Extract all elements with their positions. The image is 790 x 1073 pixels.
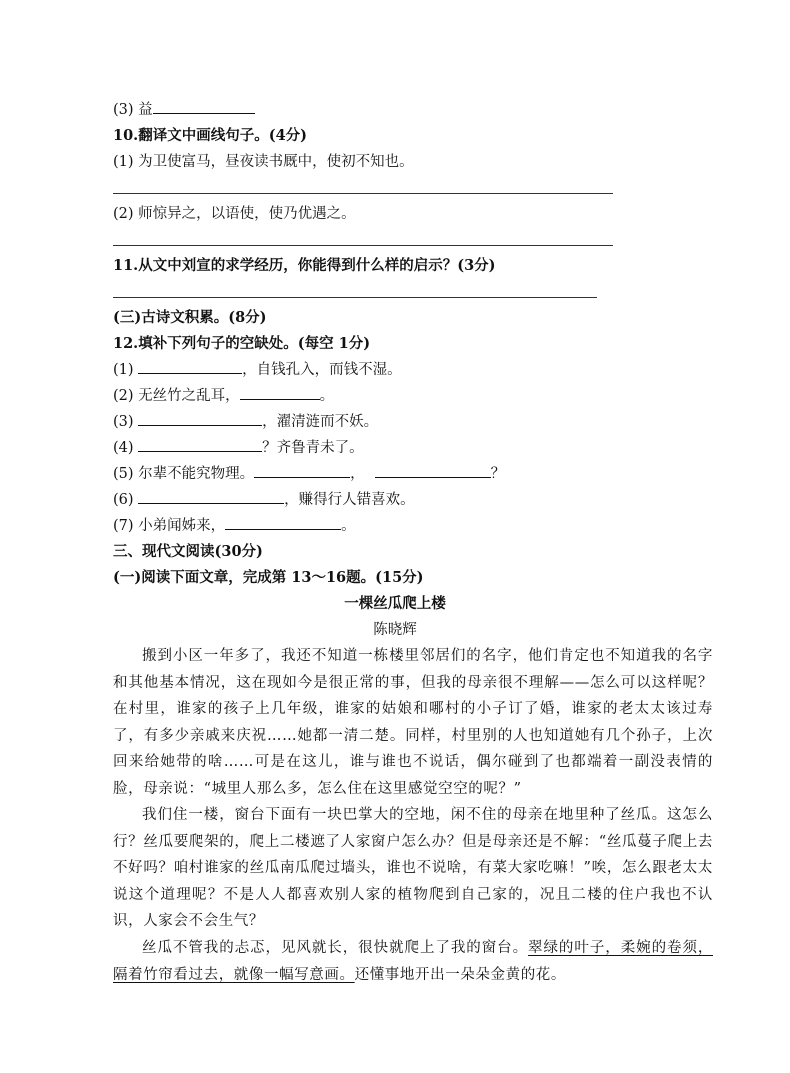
q10-sentence-2: (2) 师惊异之，以语使，使乃优遇之。 (113, 206, 356, 222)
q12-item-5-text: (5) 尔辈不能究物理。 (113, 466, 255, 482)
answer-blank[interactable] (254, 464, 350, 478)
q12-item-3 (113, 412, 378, 434)
answer-blank[interactable] (138, 490, 284, 504)
q12-item-1-number: (1) (113, 362, 139, 378)
part-3-title: 三、现代文阅读(30分) (113, 543, 263, 560)
underlined-sentence: 翠绿的叶子，柔婉的卷须，隔着竹帘看过去，就像一幅写意画。 (113, 940, 714, 983)
article-author: 陈晓辉 (373, 622, 417, 638)
q12-item-1 (113, 360, 402, 382)
q12-item-6 (113, 490, 415, 512)
q11-title: 11.从文中刘宣的求学经历，你能得到什么样的启示？(3分) (113, 257, 496, 274)
q12-item-2 (113, 386, 334, 408)
article-paragraph-1: 搬到小区一年多了，我还不知道一栋楼里邻居们的名字，他们肯定也不知道我的名字和其他基本情况，这在现如今是很正常的事，但我的母亲很不理解——怎么可以这样呢？在村里，谁家的孩子上几年级，谁家的姑娘和哪村的小子订了婚，谁家的老太太该过寿了，有多少亲戚来庆祝……她都一清二楚。同样，村里别的人也知道她有几个孙子，上次回来给她带的啥……可是在这儿，谁与谁也不说话，偶尔碰到了也都端着一副没表情的脸，母亲说：“城里人那么多，怎么住在这里感觉空空的呢？” (113, 648, 713, 797)
q12-item-7-end: 。 (341, 518, 356, 534)
answer-blank[interactable] (138, 438, 262, 452)
q12-item-3-text: ，濯清涟而不妖。 (262, 414, 379, 430)
q12-item-3-number: (3) (113, 414, 139, 430)
q12-item-4-text: ？齐鲁青未了。 (262, 440, 364, 456)
article-paragraph-2: 我们住一楼，窗台下面有一块巴掌大的空地，闲不住的母亲在地里种了丝瓜。这怎么行？丝瓜要爬架的，爬上二楼遮了人家窗户怎么办？但是母亲还是不解：“丝瓜蔓子爬上去不好吗？咱村谁家的丝瓜南瓜爬过墙头，谁也不说啥，有菜大家吃嘛！”唉，怎么跟老太太说这个道理呢？不是人人都喜欢别人家的植物爬到自己家的，况且二楼的住户我也不认识，人家会不会生气？ (113, 807, 713, 930)
answer-blank[interactable] (138, 360, 242, 374)
article-title: 一棵丝瓜爬上楼 (344, 595, 446, 612)
answer-line[interactable] (113, 297, 597, 298)
answer-blank[interactable] (240, 386, 320, 400)
paragraph-3-tail: 还懂事地开出一朵朵金黄的花。 (354, 966, 567, 983)
q12-item-1-text: ，自钱孔入，而钱不湿。 (242, 362, 402, 378)
q12-item-5-comma: ， (350, 466, 365, 482)
q12-item-6-text: ，赚得行人错喜欢。 (284, 492, 415, 508)
q12-item-2-end: 。 (319, 388, 335, 404)
q12-item-5-end: ？ (490, 466, 506, 482)
q12-item-5 (113, 464, 505, 486)
reading-1-title: (一)阅读下面文章，完成第 13～16题。(15分) (113, 569, 424, 586)
q9-item-3 (113, 100, 255, 122)
section-3-title: (三)古诗文积累。(8分) (113, 309, 267, 326)
q12-item-4-number: (4) (113, 440, 139, 456)
q12-item-2-text: (2) 无丝竹之乱耳， (113, 388, 240, 404)
answer-blank[interactable] (153, 100, 255, 114)
answer-line[interactable] (113, 193, 613, 194)
answer-blank[interactable] (138, 412, 262, 426)
q12-item-4 (113, 438, 364, 460)
q12-item-6-number: (6) (113, 492, 139, 508)
answer-line[interactable] (113, 245, 613, 246)
answer-blank[interactable] (225, 516, 341, 530)
paragraph-3-lead: 丝瓜不管我的忐忑，见风就长，很快就爬上了我的窗台。 (142, 940, 529, 956)
q12-item-7 (113, 516, 356, 538)
q12-title: 12.填补下列句子的空缺处。(每空 1分) (113, 335, 371, 352)
q12-item-7-text: (7) 小弟闻姊来， (113, 518, 226, 534)
q10-title: 10.翻译文中画线句子。(4分) (113, 127, 308, 144)
article-paragraph-3 (113, 935, 713, 988)
q9-item-3-label: (3) 益 (113, 102, 153, 118)
q10-sentence-1: (1) 为卫使富马，昼夜读书厩中，使初不知也。 (113, 154, 414, 170)
answer-blank[interactable] (375, 464, 491, 478)
